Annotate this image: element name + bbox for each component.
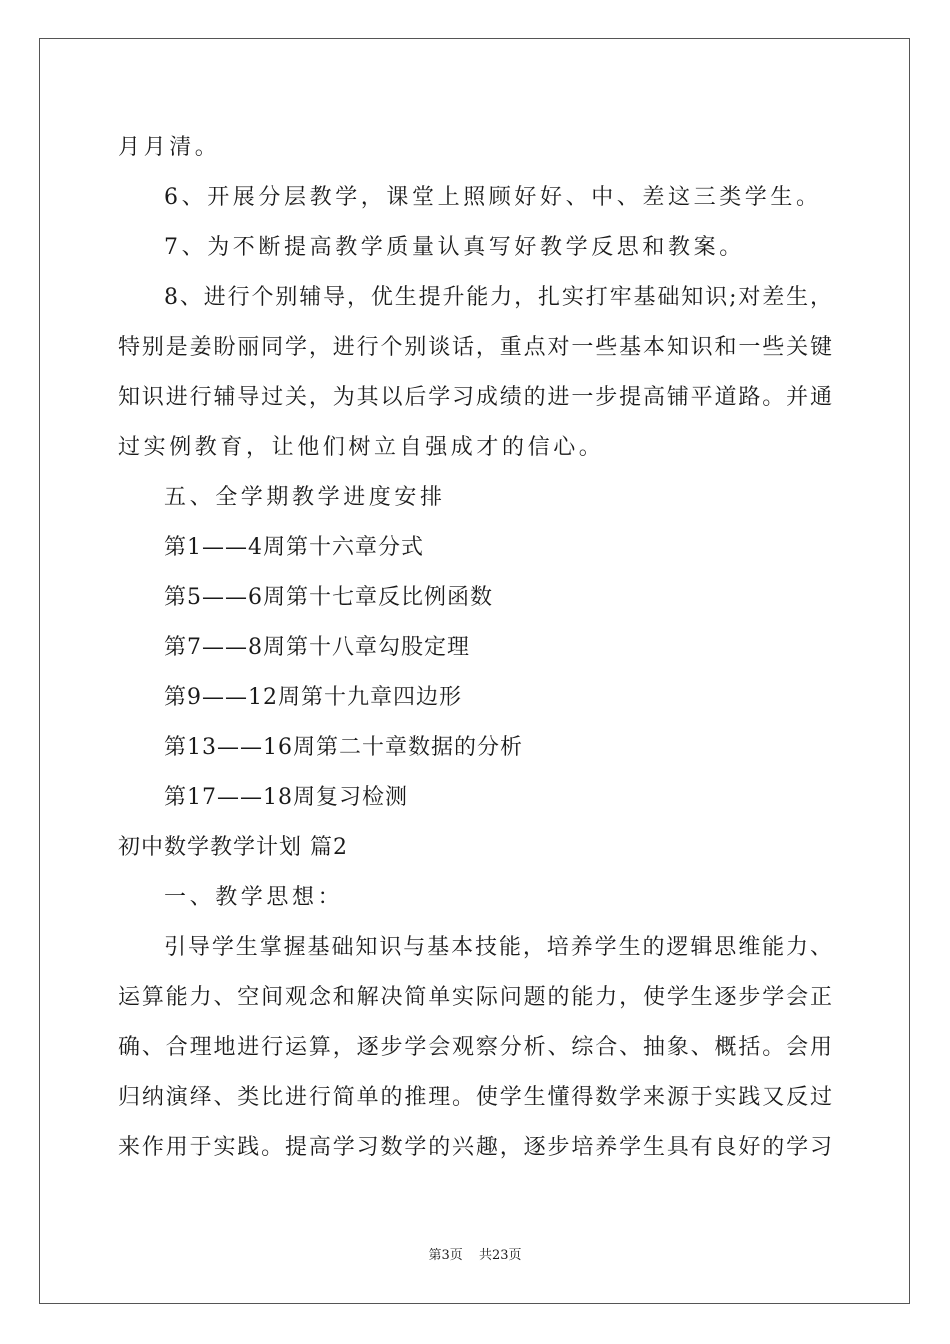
text-line: 归纳演绎、类比进行简单的推理。使学生懂得数学来源于实践又反过 (118, 1085, 832, 1110)
document-title: 初中数学教学计划 篇2 (118, 835, 348, 860)
text-line: 6、开展分层教学，课堂上照顾好好、中、差这三类学生。 (164, 185, 822, 210)
text-line: 引导学生掌握基础知识与基本技能，培养学生的逻辑思维能力、 (164, 935, 832, 960)
page-footer (0, 1247, 950, 1265)
schedule-item: 第1——4周第十六章分式 (164, 535, 424, 560)
schedule-item: 第13——16周第二十章数据的分析 (164, 735, 523, 760)
page-number: 第3页 (428, 1248, 463, 1263)
schedule-item: 第5——6周第十七章反比例函数 (164, 585, 493, 610)
text-line: 来作用于实践。提高学习数学的兴趣，逐步培养学生具有良好的学习 (118, 1135, 832, 1160)
schedule-item: 第9——12周第十九章四边形 (164, 685, 462, 710)
text-line: 知识进行辅导过关，为其以后学习成绩的进一步提高铺平道路。并通 (118, 385, 832, 410)
text-line: 确、合理地进行运算，逐步学会观察分析、综合、抽象、概括。会用 (118, 1035, 832, 1060)
text-line: 运算能力、空间观念和解决简单实际问题的能力，使学生逐步学会正 (118, 985, 832, 1010)
section-heading: 五、全学期教学进度安排 (164, 485, 446, 510)
text-line: 8、进行个别辅导，优生提升能力，扎实打牢基础知识;对差生， (164, 285, 832, 310)
schedule-item: 第7——8周第十八章勾股定理 (164, 635, 470, 660)
text-line: 特别是姜盼丽同学，进行个别谈话，重点对一些基本知识和一些关键 (118, 335, 832, 360)
text-line: 过实例教育，让他们树立自强成才的信心。 (118, 435, 605, 460)
text-line: 月月清。 (118, 135, 221, 160)
page-border (39, 38, 910, 1304)
page-count: 共23页 (478, 1248, 522, 1263)
section-heading: 一、教学思想： (164, 885, 344, 910)
text-line: 7、为不断提高教学质量认真写好教学反思和教案。 (164, 235, 745, 260)
schedule-item: 第17——18周复习检测 (164, 785, 408, 810)
